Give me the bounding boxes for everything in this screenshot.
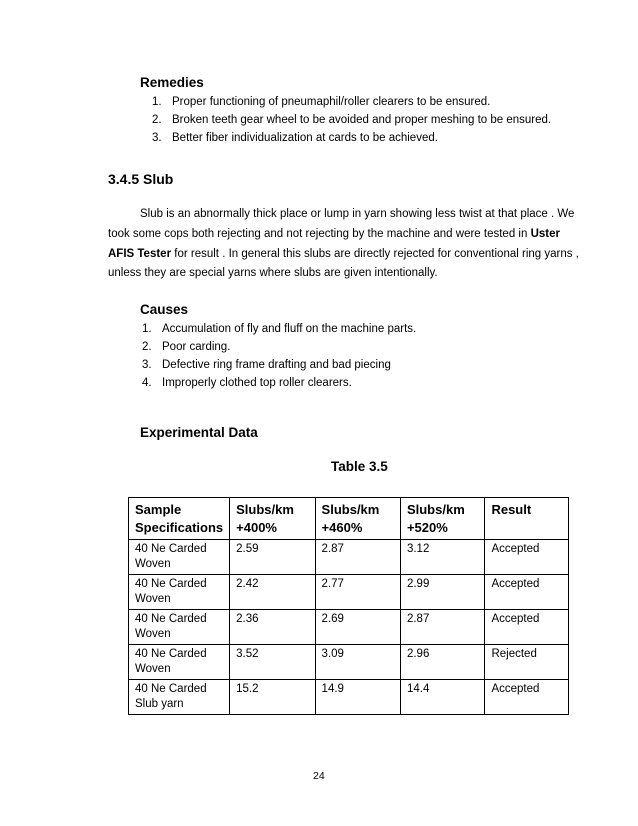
list-item: 4. Improperly clothed top roller clearers. (142, 377, 352, 389)
list-item: 3. Defective ring frame drafting and bad piecing (142, 359, 391, 371)
cell-sample: 40 Ne Carded Woven (129, 540, 230, 575)
table-row (129, 680, 569, 715)
table-row (129, 645, 569, 680)
cell-value: 2.77 (315, 575, 400, 610)
table-row (129, 610, 569, 645)
header-sample: Sample Specifications (129, 498, 230, 540)
list-item: 1. Accumulation of fly and fluff on the machine parts. (142, 323, 417, 335)
section-title: 3.4.5 Slub (108, 171, 174, 187)
cell-value: 14.4 (400, 680, 485, 715)
remedies-heading: Remedies (140, 75, 204, 90)
header-slubs-400: Slubs/km +400% (230, 498, 315, 540)
cell-value: 2.96 (400, 645, 485, 680)
header-result: Result (485, 498, 569, 540)
page-number: 24 (313, 770, 325, 782)
cell-value: 3.12 (400, 540, 485, 575)
cell-value: 14.9 (315, 680, 400, 715)
para-line: took some cops both rejecting and not rejecting by the machine and were tested in Uster (108, 227, 560, 240)
para-line: unless they are special yarns where slubs are given intentionally. (108, 267, 438, 280)
list-item: 2. Poor carding. (142, 341, 231, 353)
cell-sample: 40 Ne Carded Woven (129, 645, 230, 680)
cell-sample: 40 Ne Carded Slub yarn (129, 680, 230, 715)
table-header-row (129, 498, 569, 540)
cell-result: Rejected (485, 645, 569, 680)
table-row (129, 540, 569, 575)
cell-value: 2.42 (230, 575, 315, 610)
causes-list (142, 320, 417, 392)
table-caption: Table 3.5 (331, 459, 388, 474)
cell-value: 2.36 (230, 610, 315, 645)
cell-value: 3.52 (230, 645, 315, 680)
para-line: AFIS Tester for result . In general this slubs are directly rejected for conventional ring yarns , (108, 247, 579, 260)
slub-data-table (128, 497, 569, 715)
header-slubs-460: Slubs/km +460% (315, 498, 400, 540)
table-row (129, 575, 569, 610)
cell-value: 2.59 (230, 540, 315, 575)
cell-result: Accepted (485, 610, 569, 645)
list-item: 3. Better fiber individualization at cards to be achieved. (152, 132, 438, 144)
list-item: 2. Broken teeth gear wheel to be avoided and proper meshing to be ensured. (152, 114, 552, 126)
header-slubs-520: Slubs/km +520% (400, 498, 485, 540)
cell-value: 2.87 (400, 610, 485, 645)
cell-value: 15.2 (230, 680, 315, 715)
slub-paragraph (108, 205, 588, 284)
cell-result: Accepted (485, 575, 569, 610)
cell-value: 3.09 (315, 645, 400, 680)
cell-value: 2.69 (315, 610, 400, 645)
cell-value: 2.99 (400, 575, 485, 610)
cell-result: Accepted (485, 680, 569, 715)
cell-sample: 40 Ne Carded Woven (129, 610, 230, 645)
cell-result: Accepted (485, 540, 569, 575)
causes-heading: Causes (140, 302, 189, 317)
list-item: 1. Proper functioning of pneumaphil/roller clearers to be ensured. (152, 96, 491, 108)
cell-sample: 40 Ne Carded Woven (129, 575, 230, 610)
experimental-heading: Experimental Data (140, 425, 258, 440)
remedies-list (152, 93, 552, 147)
para-line: Slub is an abnormally thick place or lump in yarn showing less twist at that place . We (140, 208, 575, 220)
cell-value: 2.87 (315, 540, 400, 575)
